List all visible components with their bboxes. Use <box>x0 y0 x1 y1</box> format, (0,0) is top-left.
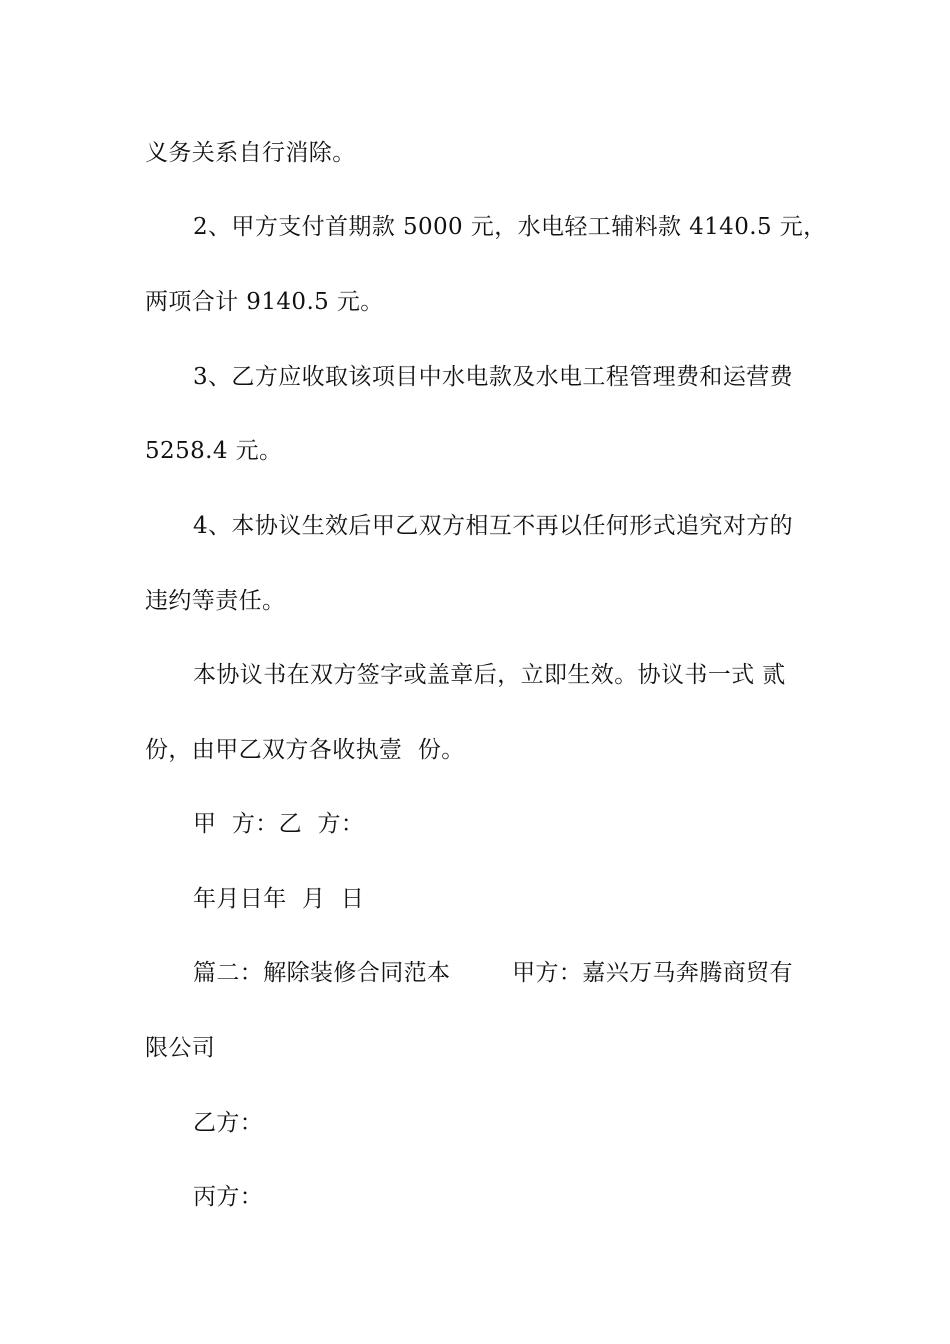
party-a-name-continued: 限公司 <box>145 1035 216 1061</box>
clause-2-line-2: 两项合计 9140.5 元。 <box>145 289 384 315</box>
paragraph-line-1: 义务关系自行消除。 <box>145 140 356 166</box>
party-c-label: 丙方： <box>193 1184 264 1210</box>
clause-2-line-1: 2、甲方支付首期款 5000 元，水电轻工辅料款 4140.5 元， <box>193 214 827 240</box>
signature-dates: 年月日年 月 日 <box>193 886 365 912</box>
section-two-heading: 篇二：解除装修合同范本 甲方：嘉兴万马奔腾商贸有 <box>193 960 793 986</box>
clause-3-line-1: 3、乙方应收取该项目中水电款及水电工程管理费和运营费 <box>193 364 794 390</box>
clause-3-line-2: 5258.4 元。 <box>145 438 283 464</box>
effect-clause-line-2: 份，由甲乙双方各收执壹 份。 <box>145 737 465 763</box>
party-b-label: 乙方： <box>193 1110 264 1136</box>
clause-4-line-2: 违约等责任。 <box>145 588 286 614</box>
clause-4-line-1: 4、本协议生效后甲乙双方相互不再以任何形式追究对方的 <box>193 513 794 539</box>
signature-parties: 甲 方：乙 方： <box>193 811 365 837</box>
effect-clause-line-1: 本协议书在双方签字或盖章后，立即生效。协议书一式 贰 <box>193 662 786 688</box>
